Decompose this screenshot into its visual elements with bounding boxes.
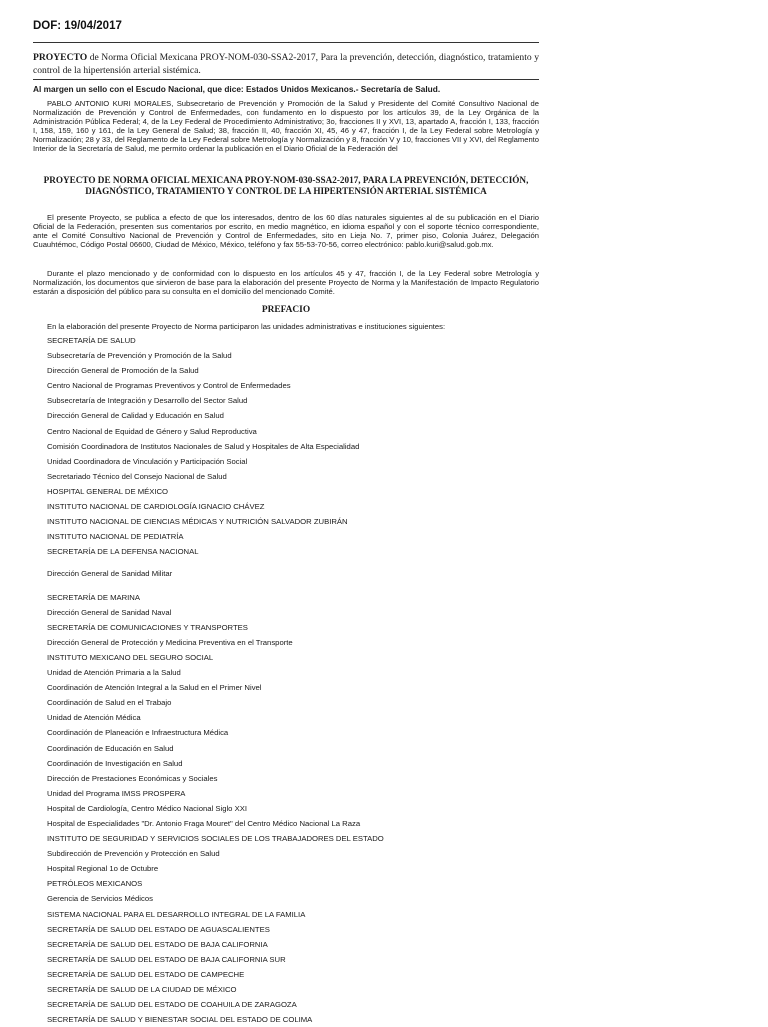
list-item: Centro Nacional de Programas Preventivos y Control de Enfermedades xyxy=(47,381,291,391)
list-item: Unidad Coordinadora de Vinculación y Participación Social xyxy=(47,456,248,466)
document-title xyxy=(33,52,539,77)
list-item: SECRETARÍA DE SALUD DEL ESTADO DE BAJA CALIFORNIA xyxy=(47,939,268,949)
list-item: Hospital de Cardiología, Centro Médico Nacional Siglo XXI xyxy=(47,803,247,813)
list-item: Unidad de Atención Médica xyxy=(47,713,141,723)
list-item: SECRETARÍA DE MARINA xyxy=(47,592,140,602)
list-item: Centro Nacional de Equidad de Género y Salud Reproductiva xyxy=(47,426,257,436)
list-item: Coordinación de Salud en el Trabajo xyxy=(47,698,172,708)
list-item: Coordinación de Investigación en Salud xyxy=(47,758,183,768)
preamble-paragraph: PABLO ANTONIO KURI MORALES, Subsecretario de Prevención y Promoción de la Salud y Presidente del Comité Consultivo Nacional de Normalización de Prevención y Control de Enfermedades, con fundamento en lo dispuesto por los artículos 39, de la Ley Orgánica de la Administración Pública Federal; 4, de la Ley Federal de Procedimiento Administrativo; 3o, fracciones II y XVI, 13, apartado A, fracción I, 133, fracción I, 158, 159, 160 y 161, de la Ley General de Salud; 38, fracción II, 40, fracción XI, 45, 46 y 47, fracción I, de la Ley Federal sobre Metrología y Normalización; 28 y 33, del Reglamento de la Ley Federal sobre Metrología y Normalización y 8, fracción V y 10, fracciones VII y XVI, del Reglamento Interior de la Secretaría de Salud, me permito ordenar la publicación en el Diario Oficial de la Federación del xyxy=(33,99,539,154)
list-item: SECRETARÍA DE SALUD DE LA CIUDAD DE MÉXICO xyxy=(47,985,237,995)
list-item: Hospital Regional 1o de Octubre xyxy=(47,864,159,874)
prefacio-intro: En la elaboración del presente Proyecto de Norma participaron las unidades administrativas e instituciones siguientes: xyxy=(47,322,446,331)
list-item: Unidad del Programa IMSS PROSPERA xyxy=(47,788,186,798)
prefacio-heading: PREFACIO xyxy=(261,305,311,315)
organizations-list xyxy=(47,333,384,1027)
list-item: Coordinación de Educación en Salud xyxy=(47,743,174,753)
paragraph-period: Durante el plazo mencionado y de conformidad con lo dispuesto en los artículos 45 y 47, fracción I, de la Ley Federal sobre Metrología y Normalización, los documentos que sirvieron de base para la elaboración del presente Proyecto de Norma y la Manifestación de Impacto Regulatorio estarán a disposición del público para su consulta en el domicilio del mencionado Comité. xyxy=(33,269,539,297)
list-item: SISTEMA NACIONAL PARA EL DESARROLLO INTEGRAL DE LA FAMILIA xyxy=(47,909,306,919)
title-divider xyxy=(33,79,539,80)
margin-note: Al margen un sello con el Escudo Nacional, que dice: Estados Unidos Mexicanos.- Secretaría de Salud. xyxy=(33,84,441,94)
list-item: Coordinación de Planeación e Infraestructura Médica xyxy=(47,728,229,738)
list-item: Dirección General de Calidad y Educación en Salud xyxy=(47,411,224,421)
list-item: SECRETARÍA DE SALUD xyxy=(47,336,136,345)
dof-date: DOF: 19/04/2017 xyxy=(33,20,122,32)
list-item: HOSPITAL GENERAL DE MÉXICO xyxy=(47,486,169,496)
top-divider xyxy=(33,42,539,43)
list-item: Gerencia de Servicios Médicos xyxy=(47,894,153,904)
list-item: PETRÓLEOS MEXICANOS xyxy=(47,879,143,889)
list-item: Dirección General de Sanidad Militar xyxy=(47,569,173,579)
list-item: Comisión Coordinadora de Institutos Nacionales de Salud y Hospitales de Alta Especialidad xyxy=(47,441,360,451)
list-item: Subsecretaría de Integración y Desarrollo del Sector Salud xyxy=(47,396,248,406)
list-item: SECRETARÍA DE SALUD Y BIENESTAR SOCIAL DEL ESTADO DE COLIMA xyxy=(47,1015,313,1025)
list-item: INSTITUTO NACIONAL DE PEDIATRÍA xyxy=(47,532,184,542)
list-item: SECRETARÍA DE LA DEFENSA NACIONAL xyxy=(47,547,199,557)
list-item: Unidad de Atención Primaria a la Salud xyxy=(47,668,181,678)
list-item: SECRETARÍA DE SALUD DEL ESTADO DE CAMPECHE xyxy=(47,969,245,979)
title-text: de Norma Oficial Mexicana PROY-NOM-030-SSA2-2017, Para la prevención, detección, diagnóstico, tratamiento y control de la hipertensión arterial sistémica. xyxy=(33,52,539,76)
list-item: Coordinación de Atención Integral a la Salud en el Primer Nivel xyxy=(47,683,262,693)
list-item: Subsecretaría de Prevención y Promoción de la Salud xyxy=(47,351,232,361)
list-item: Subdirección de Prevención y Protección en Salud xyxy=(47,849,220,859)
list-item: Dirección General de Protección y Medicina Preventiva en el Transporte xyxy=(47,637,293,647)
norm-title: PROYECTO DE NORMA OFICIAL MEXICANA PROY-NOM-030-SSA2-2017, PARA LA PREVENCIÓN, DETECCIÓN, DIAGNÓSTICO, TRATAMIENTO Y CONTROL DE LA HIPERTENSIÓN ARTERIAL SISTÉMICA xyxy=(43,175,529,196)
list-item: SECRETARÍA DE SALUD DEL ESTADO DE BAJA CALIFORNIA SUR xyxy=(47,954,286,964)
title-lead: PROYECTO xyxy=(33,52,88,63)
list-item: INSTITUTO NACIONAL DE CIENCIAS MÉDICAS Y NUTRICIÓN SALVADOR ZUBIRÁN xyxy=(47,517,348,527)
list-item: SECRETARÍA DE SALUD DEL ESTADO DE AGUASCALIENTES xyxy=(47,924,270,934)
list-item: Dirección de Prestaciones Económicas y Sociales xyxy=(47,773,218,783)
list-item: INSTITUTO NACIONAL DE CARDIOLOGÍA IGNACIO CHÁVEZ xyxy=(47,502,265,512)
list-item: Secretariado Técnico del Consejo Nacional de Salud xyxy=(47,471,227,481)
list-item: Hospital de Especialidades "Dr. Antonio Fraga Mouret" del Centro Médico Nacional La Raza xyxy=(47,819,361,828)
list-item: INSTITUTO MEXICANO DEL SEGURO SOCIAL xyxy=(47,652,214,662)
list-item: Dirección General de Sanidad Naval xyxy=(47,607,172,617)
list-item: Dirección General de Promoción de la Salud xyxy=(47,366,199,376)
paragraph-comments: El presente Proyecto, se publica a efecto de que los interesados, dentro de los 60 días naturales siguientes al de su publicación en el Diario Oficial de la Federación, presenten sus comentarios por escrito, en medio magnético, en idioma español y con el soporte técnico correspondiente, ante el Comité Consultivo Nacional de Prevención y Control de Enfermedades, sito en Lieja No. 7, primer piso, Colonia Juárez, Delegación Cuauhtémoc, Código Postal 06600, Ciudad de México, México, teléfono y fax 55-53-70-56, correo electrónico: pablo.kuri@salud.gob.mx. xyxy=(33,213,539,250)
list-item: INSTITUTO DE SEGURIDAD Y SERVICIOS SOCIALES DE LOS TRABAJADORES DEL ESTADO xyxy=(47,834,384,844)
list-item: SECRETARÍA DE COMUNICACIONES Y TRANSPORTES xyxy=(47,622,248,632)
list-item: SECRETARÍA DE SALUD DEL ESTADO DE COAHUILA DE ZARAGOZA xyxy=(47,1000,297,1010)
